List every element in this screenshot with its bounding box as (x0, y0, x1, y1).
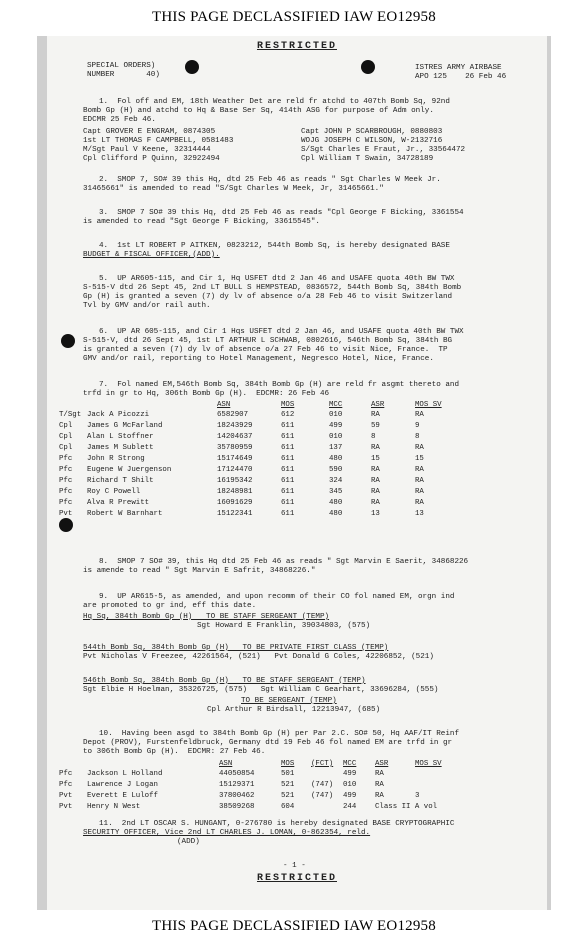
restricted-header: RESTRICTED (256, 41, 337, 52)
name-cell: Everett E Luloff (87, 792, 158, 800)
mos-sv-cell: 13 (415, 510, 424, 518)
name-cell: James G McFarland (87, 422, 163, 430)
promotion-group-head: 546th Bomb Sq, 384th Bomb Gp (H) TO BE STAFF SERGEANT (TEMP) (83, 677, 366, 685)
asn-cell: 15174649 (217, 455, 253, 463)
para10-line: 10. Having been asgd to 384th Bomb Gp (H) per Par 2.C. SO# 50, Hq AAF/IT Reinf (99, 730, 460, 738)
asr-cell: RA (371, 411, 380, 419)
asr-cell: 15 (371, 455, 380, 463)
asn-cell: 35780959 (217, 444, 253, 452)
para5-line: 5. UP AR605-115, and Cir 1, Hq USFET dtd 2 Jan 46 and USAFE quota 40th BW TWX (99, 275, 455, 283)
mcc-cell: 499 (343, 792, 357, 800)
name-cell: Lawrence J Logan (87, 781, 158, 789)
table-row (59, 803, 539, 812)
fct-cell: (747) (311, 792, 334, 800)
col-mos: MOS (281, 760, 295, 768)
rank-cell: Pfc (59, 477, 73, 485)
col-asn: ASN (219, 760, 233, 768)
mcc-cell: 590 (329, 466, 343, 474)
asr-cell: RA (371, 488, 380, 496)
name-cell: Jackson L Holland (87, 770, 163, 778)
para2-line: 31465661" is amended to read "S/Sgt Charles W Meek, Jr, 31465661." (83, 185, 384, 193)
para7-line: trfd in gr to Hq, 306th Bomb Gp (H). EDCMR: 26 Feb 46 (83, 390, 330, 398)
rank-cell: Pfc (59, 466, 73, 474)
name-cell: Robert W Barnhart (87, 510, 163, 518)
mos-cell: 611 (281, 510, 295, 518)
orders-label: SPECIAL ORDERS) (87, 62, 156, 70)
mos-cell: 611 (281, 455, 295, 463)
mcc-cell: 345 (329, 488, 343, 496)
declassified-banner-bottom: THIS PAGE DECLASSIFIED IAW EO12958 (152, 918, 436, 934)
col-asr: ASR (371, 401, 385, 409)
para5-line: Tvl by GMV and/or rail auth. (83, 302, 211, 310)
promotion-line: Cpl Arthur R Birdsall, 12213947, (685) (207, 706, 381, 714)
mos-sv-cell: RA (415, 466, 424, 474)
rank-cell: Cpl (59, 433, 73, 441)
name-cell: Eugene W Juergenson (87, 466, 172, 474)
col-mos-sv: MOS SV (415, 401, 442, 409)
col-asn: ASN (217, 401, 231, 409)
mos-sv-cell: RA (415, 477, 424, 485)
mcc-cell: 480 (329, 455, 343, 463)
mcc-cell: 010 (343, 781, 357, 789)
mos-cell: 611 (281, 444, 295, 452)
mcc-cell: 137 (329, 444, 343, 452)
punch-hole (185, 60, 199, 74)
para1-person: 1st LT THOMAS F CAMPBELL, 0581483 (83, 137, 234, 145)
promotion-line: Pvt Nicholas V Freezee, 42261564, (521) Pvt Donald G Coles, 42206852, (521) (83, 653, 434, 661)
asn-cell: 18248981 (217, 488, 253, 496)
promotion-line: Sgt Howard E Franklin, 39034803, (575) (197, 622, 371, 630)
table-row (59, 499, 539, 508)
asn-cell: 16091629 (217, 499, 253, 507)
mos-cell: 604 (281, 803, 295, 811)
para1-person: WOJG JOSEPH C WILSON, W-2132716 (301, 137, 443, 145)
mos-cell: 611 (281, 466, 295, 474)
orders-number: NUMBER 40) (87, 71, 160, 79)
base-apo-date: APO 125 26 Feb 46 (415, 73, 507, 81)
mos-cell: 611 (281, 488, 295, 496)
mos-cell: 611 (281, 499, 295, 507)
asr-cell: RA (375, 770, 384, 778)
para4-line: BUDGET & FISCAL OFFICER,(ADD). (83, 251, 220, 259)
col-asr: ASR (375, 760, 389, 768)
table-row (59, 770, 539, 779)
para9-line: 9. UP AR615-5, as amended, and upon recomm of their CO fol named EM, orgn ind (99, 593, 455, 601)
table-row (59, 510, 539, 519)
name-cell: Alan L Stoffner (87, 433, 154, 441)
para10-table-header (59, 760, 539, 769)
table-row (59, 422, 539, 431)
asr-cell: RA (375, 781, 384, 789)
para1-line: Bomb Gp (H) and atchd to Hq & Base Ser Sq, 414th ASG for purpose of Adm only. (83, 107, 434, 115)
mos-cell: 611 (281, 422, 295, 430)
table-row (59, 455, 539, 464)
para2-line: 2. SMOP 7, SO# 39 this Hq, dtd 25 Feb 46 as reads " Sgt Charles W Meek Jr. (99, 176, 441, 184)
rank-cell: Pvt (59, 803, 73, 811)
mos-sv-cell: 3 (415, 792, 420, 800)
rank-cell: Pvt (59, 510, 73, 518)
col-mcc: MCC (329, 401, 343, 409)
name-cell: John R Strong (87, 455, 145, 463)
mcc-cell: 010 (329, 433, 343, 441)
mos-sv-cell: 15 (415, 455, 424, 463)
mos-cell: 521 (281, 781, 295, 789)
mcc-cell: 499 (343, 770, 357, 778)
rank-cell: Pfc (59, 770, 73, 778)
asr-cell: RA (371, 499, 380, 507)
promotion-group-head: Hq Sq, 384th Bomb Gp (H) TO BE STAFF SERGEANT (TEMP) (83, 613, 330, 621)
table-row (59, 792, 539, 801)
asn-cell: 37800462 (219, 792, 255, 800)
asr-cell: RA (371, 466, 380, 474)
para10-line: to 306th Bomb Gp (H). EDCMR: 27 Feb 46. (83, 748, 266, 756)
para3-line: is amended to read "Sgt George F Bicking, 33615545". (83, 218, 320, 226)
para8-line: 8. SMOP 7 SO# 39, this Hq dtd 25 Feb 46 as reads " Sgt Marvin E Saerit, 34868226 (99, 558, 469, 566)
asn-cell: 6582907 (217, 411, 249, 419)
para1-person: Cpl Clifford P Quinn, 32922494 (83, 155, 220, 163)
asn-cell: 18243929 (217, 422, 253, 430)
mos-cell: 521 (281, 792, 295, 800)
table-row (59, 477, 539, 486)
mos-cell: 611 (281, 433, 295, 441)
para4-line: 4. 1st LT ROBERT P AITKEN, 0823212, 544th Bomb Sq, is hereby designated BASE (99, 242, 450, 250)
name-cell: James M Sublett (87, 444, 154, 452)
para8-line: is amende to read " Sgt Marvin E Safrit, 34868226." (83, 567, 316, 575)
para1-person: M/Sgt Paul V Keene, 32314444 (83, 146, 211, 154)
asn-cell: 38509268 (219, 803, 255, 811)
mcc-cell: 324 (329, 477, 343, 485)
promotion-group-head: 544th Bomb Sq, 384th Bomb Gp (H) TO BE PRIVATE FIRST CLASS (TEMP) (83, 644, 389, 652)
asr-cell: RA (371, 444, 380, 452)
para1-line: EDCMR 25 Feb 46. (83, 116, 156, 124)
order-document (47, 36, 547, 910)
para9-line: are promoted to gr ind, eff this date. (83, 602, 257, 610)
mos-sv-cell: 8 (415, 433, 420, 441)
table-row (59, 444, 539, 453)
rank-cell: T/Sgt (59, 411, 82, 419)
punch-hole (59, 518, 73, 532)
para1-person: S/Sgt Charles E Fraut, Jr., 33564472 (301, 146, 466, 154)
punch-hole (361, 60, 375, 74)
mos-sv-cell: RA (415, 488, 424, 496)
asn-cell: 15129371 (219, 781, 255, 789)
promotion-group-head: TO BE SERGEANT (TEMP) (241, 697, 337, 705)
mos-cell: 611 (281, 477, 295, 485)
mos-cell: 612 (281, 411, 295, 419)
para3-line: 3. SMOP 7 SO# 39 this Hq, dtd 25 Feb 46 as reads "Cpl George F Bicking, 3361554 (99, 209, 464, 217)
rank-cell: Pfc (59, 455, 73, 463)
rank-cell: Cpl (59, 422, 73, 430)
punch-hole (61, 334, 75, 348)
para1-line: 1. Fol off and EM, 18th Weather Det are reld fr atchd to 407th Bomb Sq, 92nd (99, 98, 450, 106)
para5-line: Gp (H) is granted a seven (7) dy lv of absence o/a 28 Feb 46 to visit Switzerland (83, 293, 453, 301)
para5-line: S-515-V dtd 26 Sept 45, 2nd LT BULL S HEMPSTEAD, 0836572, 544th Bomb Sq, 384th Bomb (83, 284, 462, 292)
table-row (59, 433, 539, 442)
col-fct: (FCT) (311, 760, 334, 768)
rank-cell: Pfc (59, 488, 73, 496)
scanned-sheet (37, 36, 551, 910)
fct-cell: (747) (311, 781, 334, 789)
para7-line: 7. Fol named EM,546th Bomb Sq, 384th Bomb Gp (H) are reld fr asgmt thereto and (99, 381, 460, 389)
rank-cell: Cpl (59, 444, 73, 452)
rank-cell: Pfc (59, 499, 73, 507)
mcc-cell: 499 (329, 422, 343, 430)
para6-line: GMV and/or rail, reporting to Hotel Management, Negresco Hotel, Nice, France. (83, 355, 434, 363)
para11-line: 11. 2nd LT OSCAR S. HUNGANT, 0-276780 is hereby designated BASE CRYPTOGRAPHIC (99, 820, 455, 828)
declassified-banner-top: THIS PAGE DECLASSIFIED IAW EO12958 (152, 9, 436, 25)
asr-cell: RA (375, 792, 384, 800)
col-mcc: MCC (343, 760, 357, 768)
rank-cell: Pfc (59, 781, 73, 789)
rank-cell: Pvt (59, 792, 73, 800)
mcc-cell: 010 (329, 411, 343, 419)
asn-cell: 16195342 (217, 477, 253, 485)
para6-line: 6. UP AR 605-115, and Cir 1 Hqs USFET dtd 2 Jan 46, and USAFE quota 40th BW TWX (99, 328, 464, 336)
para11-line: SECURITY OFFICER, Vice 2nd LT CHARLES J. LOMAN, 0-862354, reld. (83, 829, 371, 837)
base-name: ISTRES ARMY AIRBASE (415, 64, 502, 72)
name-cell: Richard T Shilt (87, 477, 154, 485)
asr-cell: RA (371, 477, 380, 485)
asn-cell: 44050854 (219, 770, 255, 778)
name-cell: Alva R Prewitt (87, 499, 150, 507)
mcc-cell: 480 (329, 510, 343, 518)
asr-cell: 13 (371, 510, 380, 518)
asn-cell: 14204637 (217, 433, 253, 441)
mcc-cell: 480 (329, 499, 343, 507)
name-cell: Henry N West (87, 803, 141, 811)
asr-cell: 8 (371, 433, 376, 441)
table-row (59, 781, 539, 790)
table-row (59, 488, 539, 497)
asr-cell: Class II A vol (375, 803, 438, 811)
para6-line: is granted a seven (7) dy lv of absence o/a 27 Feb 46 to visit Nice, France. TP (83, 346, 448, 354)
mos-sv-cell: 9 (415, 422, 420, 430)
para1-person: Capt JOHN P SCARBROUGH, 0880803 (301, 128, 443, 136)
para1-person: Cpl William T Swain, 34728189 (301, 155, 434, 163)
asn-cell: 15122341 (217, 510, 253, 518)
para6-line: S-515-V, dtd 26 Sept 45, 1st LT ARTHUR L SCHWAB, 0802616, 546th Bomb Sq, 384th BG (83, 337, 453, 345)
restricted-footer: RESTRICTED (256, 873, 337, 884)
col-mos: MOS (281, 401, 295, 409)
name-cell: Roy C Powell (87, 488, 141, 496)
para11-line: (ADD) (177, 838, 200, 846)
asn-cell: 17124470 (217, 466, 253, 474)
mos-sv-cell: RA (415, 444, 424, 452)
mos-cell: 501 (281, 770, 295, 778)
mos-sv-cell: RA (415, 499, 424, 507)
page-number: - 1 - (283, 862, 306, 870)
name-cell: Jack A Picozzi (87, 411, 150, 419)
mos-sv-cell: RA (415, 411, 424, 419)
table-row (59, 411, 539, 420)
col-mos-sv: MOS SV (415, 760, 442, 768)
para1-person: Capt GROVER E ENGRAM, 0874305 (83, 128, 216, 136)
para10-line: Depot (PROV), Furstenfeldbruck, Germany dtd 19 Feb 46 fol named EM are trfd in gr (83, 739, 453, 747)
para7-table-header (59, 401, 539, 410)
asr-cell: 59 (371, 422, 380, 430)
table-row (59, 466, 539, 475)
promotion-line: Sgt Elbie H Hoelman, 35326725, (575) Sgt William C Gearhart, 33696284, (555) (83, 686, 439, 694)
mcc-cell: 244 (343, 803, 357, 811)
